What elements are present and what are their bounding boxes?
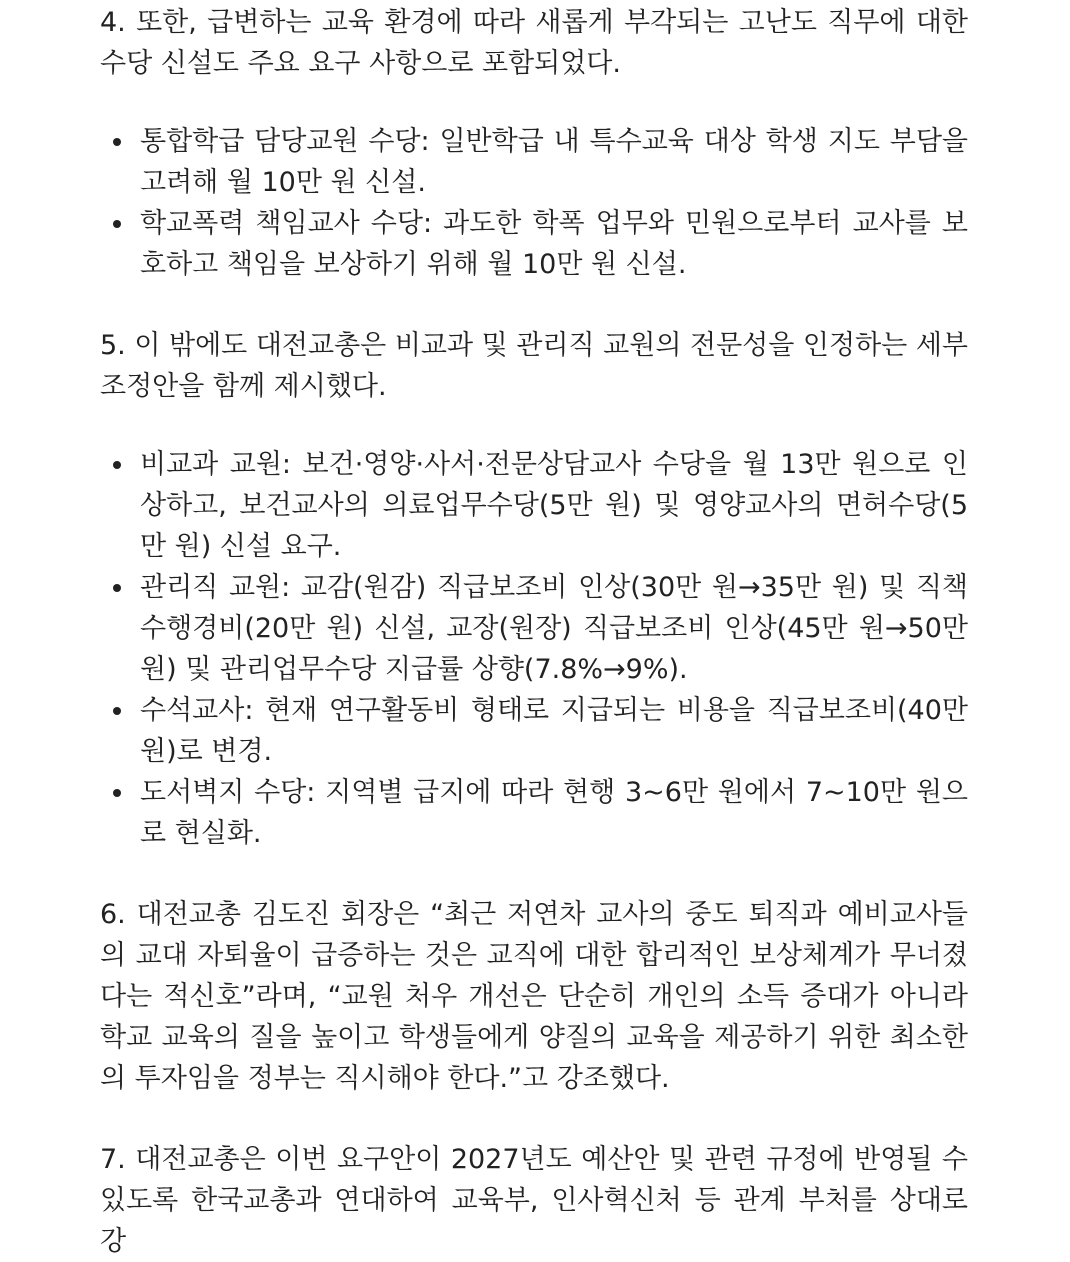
bullet-list-4 [100, 121, 968, 285]
spacer [100, 1099, 968, 1139]
bullet-icon [113, 461, 121, 469]
list-item [100, 121, 968, 203]
spacer [100, 407, 968, 444]
paragraph-4: 4. 또한, 급변하는 교육 환경에 따라 새롭게 부각되는 고난도 직무에 대한 수당 신설도 주요 요구 사항으로 포함되었다. [100, 7, 968, 79]
list-item-text: 도서벽지 수당: 지역별 급지에 따라 현행 3~6만 원에서 7~10만 원으로 현실화. [140, 777, 968, 849]
list-item [100, 567, 968, 690]
list-item [100, 203, 968, 285]
bullet-icon [113, 707, 121, 715]
list-item-text: 관리직 교원: 교감(원감) 직급보조비 인상(30만 원→35만 원) 및 직책수행경비(20만 원) 신설, 교장(원장) 직급보조비 인상(45만 원→50만 원) 및 관리업무수당 지급률 상향(7.8%→9%). [140, 572, 968, 685]
paragraph-5: 5. 이 밖에도 대전교총은 비교과 및 관리직 교원의 전문성을 인정하는 세부 조정안을 함께 제시했다. [100, 330, 968, 402]
bullet-icon [113, 584, 121, 592]
spacer [100, 285, 968, 325]
document-page [100, 2, 968, 1262]
list-item-text: 비교과 교원: 보건·영양·사서·전문상담교사 수당을 월 13만 원으로 인상하고, 보건교사의 의료업무수당(5만 원) 및 영양교사의 면허수당(5만 원) 신설 요구. [140, 449, 968, 562]
list-item-text: 학교폭력 책임교사 수당: 과도한 학폭 업무와 민원으로부터 교사를 보호하고 책임을 보상하기 위해 월 10만 원 신설. [140, 208, 968, 280]
bullet-icon [113, 138, 121, 146]
list-item-text: 통합학급 담당교원 수당: 일반학급 내 특수교육 대상 학생 지도 부담을 고려해 월 10만 원 신설. [140, 126, 968, 198]
spacer [100, 854, 968, 894]
list-item [100, 690, 968, 772]
bullet-list-5 [100, 444, 968, 854]
paragraph-7: 7. 대전교총은 이번 요구안이 2027년도 예산안 및 관련 규정에 반영될 수 있도록 한국교총과 연대하여 교육부, 인사혁신처 등 관계 부처를 상대로 강 [100, 1144, 968, 1257]
bullet-icon [113, 789, 121, 797]
list-item [100, 772, 968, 854]
paragraph-6: 6. 대전교총 김도진 회장은 “최근 저연차 교사의 중도 퇴직과 예비교사들의 교대 자퇴율이 급증하는 것은 교직에 대한 합리적인 보상체계가 무너졌다는 적신호”라며, “교원 처우 개선은 단순히 개인의 소득 증대가 아니라 학교 교육의 질을 높이고 학생들에게 양질의 교육을 제공하기 위한 최소한의 투자임을 정부는 직시해야 한다.”고 강조했다. [100, 899, 968, 1094]
list-item [100, 444, 968, 567]
bullet-icon [113, 220, 121, 228]
list-item-text: 수석교사: 현재 연구활동비 형태로 지급되는 비용을 직급보조비(40만 원)로 변경. [140, 695, 968, 767]
spacer [100, 84, 968, 121]
